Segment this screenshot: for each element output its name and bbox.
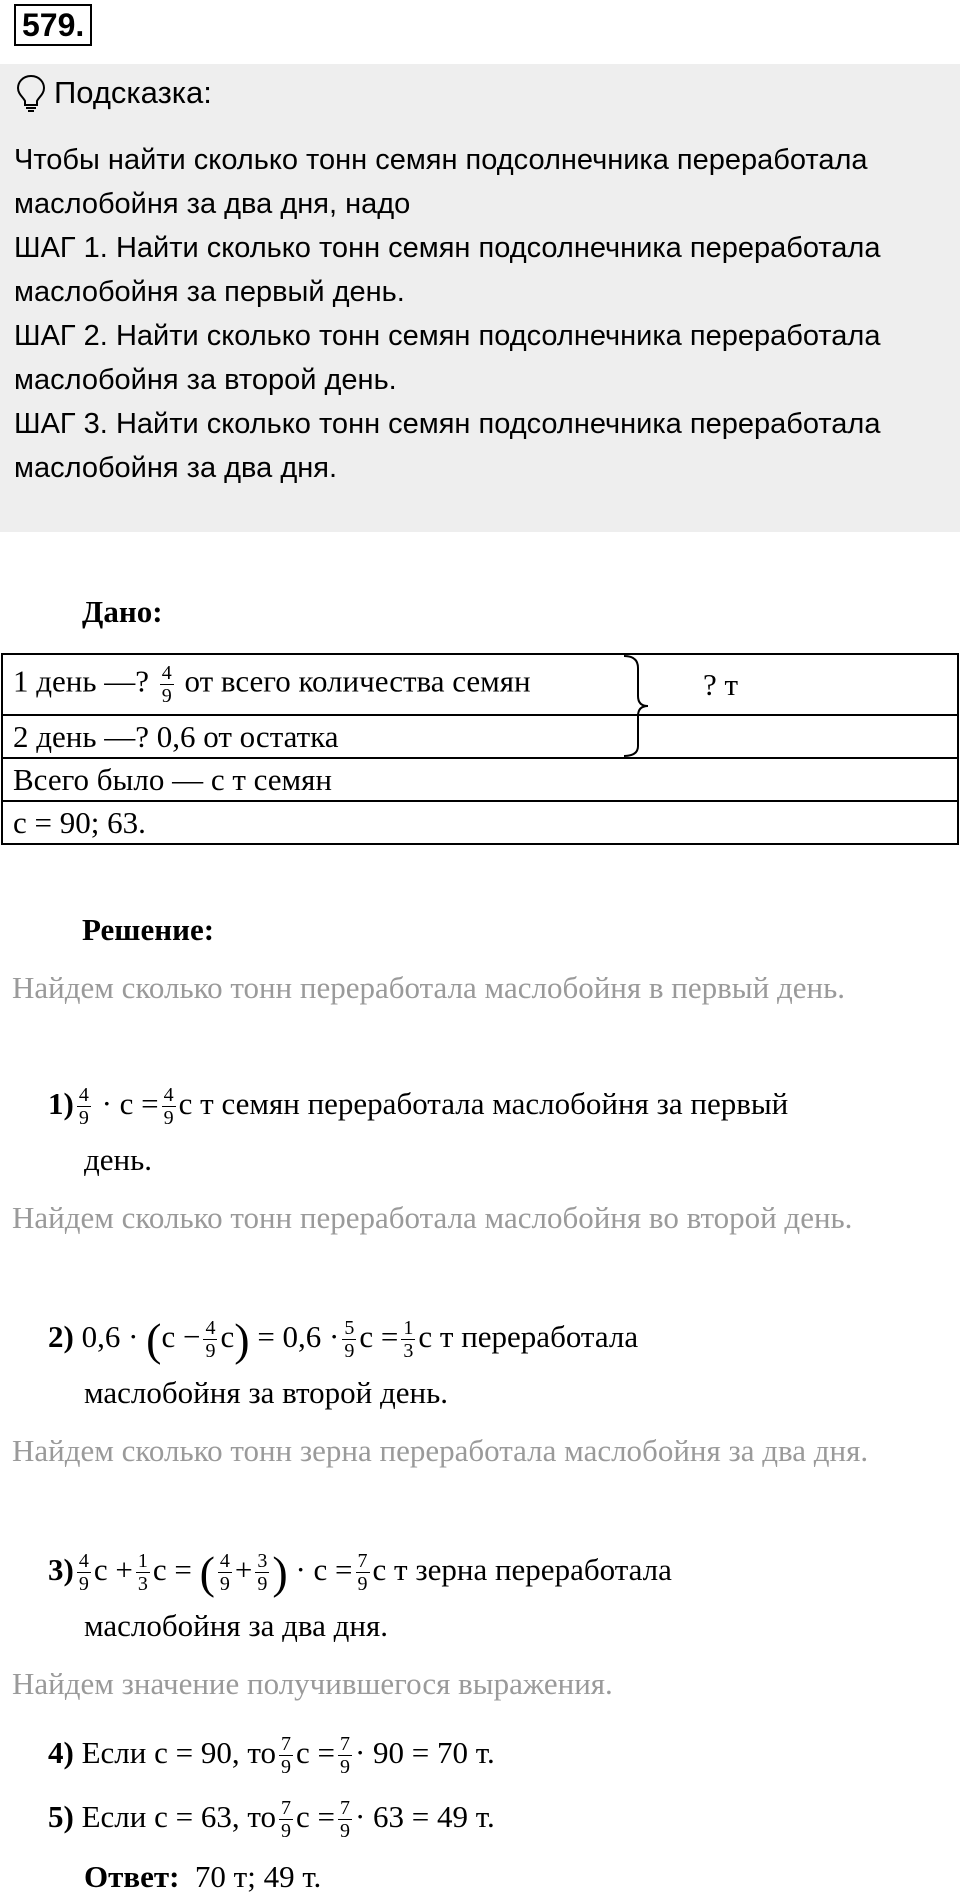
fraction: $\frac{7}{9}$	[357, 1550, 368, 1596]
given-table	[1, 653, 959, 845]
fraction	[160, 662, 174, 707]
fraction: $\frac{5}{9}$	[344, 1317, 355, 1363]
step-number: 2)	[48, 1319, 74, 1354]
given-cell: с = 90; 63.	[2, 801, 958, 844]
step-continuation: маслобойня за второй день.	[84, 1375, 448, 1410]
hint-text	[14, 138, 944, 490]
step-continuation: маслобойня за два дня.	[84, 1608, 388, 1643]
given-heading: Дано:	[82, 594, 163, 629]
fraction-denominator: 9	[161, 685, 172, 707]
solution-step-5	[48, 1790, 948, 1844]
step-text: +	[234, 1552, 253, 1587]
given-row	[2, 715, 958, 758]
solution-heading: Решение:	[82, 912, 215, 947]
step-text: · 63 = 49 т.	[354, 1799, 495, 1834]
step-number: 5)	[48, 1799, 74, 1834]
hint-title: Подсказка:	[54, 75, 212, 110]
hint-step-3	[14, 402, 944, 490]
fraction: $\frac{7}{9}$	[339, 1733, 350, 1779]
hint-step-text: Найти сколько тонн семян подсолнечника переработала маслобойня за первый день.	[14, 232, 881, 308]
explanation: Найдем сколько тонн зерна переработала маслобойня за два дня.	[12, 1433, 869, 1468]
solution-step-2: 2) 0,6 · (с − $\frac{4}{9}$ с) = 0,6 · $\frac{5}{9}$ с = $\frac{1}{3}$ с т переработала	[48, 1313, 639, 1365]
given-question: ? т	[643, 654, 958, 715]
step-text: · 90 = 70 т.	[354, 1735, 495, 1770]
step-continuation: день.	[84, 1142, 153, 1177]
hint-step-2	[14, 314, 944, 402]
hint-step-text: Найти сколько тонн семян подсолнечника переработала маслобойня за два дня.	[14, 408, 881, 484]
step-number: 1)	[48, 1086, 74, 1121]
step-text: Если с = 90, то	[81, 1735, 276, 1770]
given-row	[2, 758, 958, 801]
lightbulb-icon	[14, 73, 48, 113]
hint-step-1	[14, 226, 944, 314]
step-text: 0,6 ·	[81, 1319, 139, 1354]
task-number: 579.	[14, 4, 92, 46]
fraction: $\frac{4}{9}$	[78, 1084, 89, 1130]
step-text: с т зерна переработала	[372, 1552, 672, 1587]
given-cell: 2 день —? 0,6 от остатка	[2, 715, 958, 758]
step-text: · с =	[295, 1552, 353, 1587]
given-cell: Всего было — с т семян	[2, 758, 958, 801]
solution-step-4	[48, 1726, 948, 1780]
fraction: $\frac{4}{9}$	[205, 1317, 216, 1363]
fraction: $\frac{7}{9}$	[280, 1797, 291, 1843]
answer	[84, 1850, 321, 1904]
solution-step-1	[48, 1077, 948, 1131]
step-text: с =	[152, 1552, 192, 1587]
explanation: Найдем сколько тонн переработала маслобойня во второй день.	[12, 1200, 853, 1235]
answer-value: 70 т; 49 т.	[194, 1859, 322, 1894]
step-text: с +	[93, 1552, 133, 1587]
explanation: Найдем значение получившегося выражения.	[12, 1666, 613, 1701]
hint-step-text: Найти сколько тонн семян подсолнечника переработала маслобойня за второй день.	[14, 320, 881, 396]
given-row	[2, 654, 958, 715]
fraction: $\frac{4}{9}$	[219, 1550, 230, 1596]
step-number: 3)	[48, 1552, 74, 1587]
step-text: с т семян переработала маслобойня за первый	[178, 1086, 789, 1121]
step-text: с =	[359, 1319, 399, 1354]
given-row	[2, 801, 958, 844]
step-text: с =	[295, 1735, 335, 1770]
step-text: с т переработала	[418, 1319, 639, 1354]
fraction: $\frac{7}{9}$	[339, 1797, 350, 1843]
step-text: · с =	[101, 1086, 159, 1121]
hint-step-label: ШАГ 2.	[14, 320, 108, 352]
given-text: 1 день —?	[13, 663, 157, 699]
given-cell	[2, 654, 643, 715]
step-text: Если с = 63, то	[81, 1799, 276, 1834]
hint-step-label: ШАГ 1.	[14, 232, 108, 264]
fraction: $\frac{1}{3}$	[403, 1317, 414, 1363]
given-text: от всего количества семян	[176, 663, 531, 699]
fraction: $\frac{4}{9}$	[163, 1084, 174, 1130]
solution-step-3: 3) $\frac{4}{9}$ с + $\frac{1}{3}$ с = ( $\frac{4}{9}$ + $\frac{3}{9}$ ) · с = $\frac{7}{9}$ с т зерна переработала	[48, 1546, 672, 1598]
answer-label: Ответ:	[84, 1859, 180, 1894]
fraction: $\frac{4}{9}$	[78, 1550, 89, 1596]
fraction: $\frac{3}{9}$	[257, 1550, 268, 1596]
fraction-numerator: 4	[161, 662, 172, 684]
fraction: $\frac{7}{9}$	[280, 1733, 291, 1779]
fraction: $\frac{1}{3}$	[137, 1550, 148, 1596]
step-text: = 0,6 ·	[257, 1319, 340, 1354]
step-text: с	[220, 1319, 235, 1354]
hint-intro: Чтобы найти сколько тонн семян подсолнечника переработала маслобойня за два дня, надо	[14, 144, 868, 220]
hint-header	[14, 72, 212, 114]
hint-step-label: ШАГ 3.	[14, 408, 108, 440]
step-text: с −	[161, 1319, 201, 1354]
explanation: Найдем сколько тонн переработала маслобойня в первый день.	[12, 970, 845, 1005]
step-number: 4)	[48, 1735, 74, 1770]
brace-icon	[620, 654, 650, 758]
step-text: с =	[295, 1799, 335, 1834]
